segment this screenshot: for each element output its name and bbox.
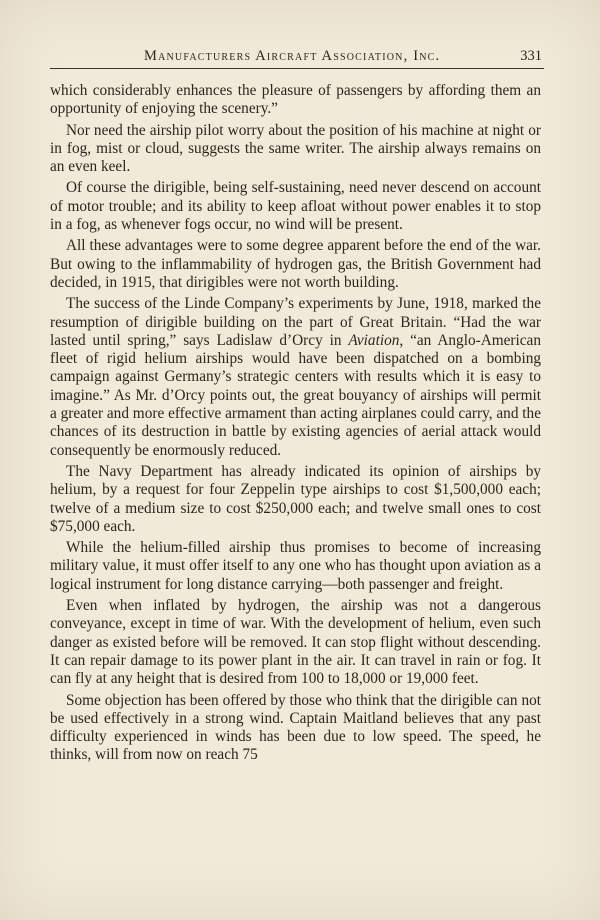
paragraph-6: The Navy Department has already indicated its opinion of airships by helium, by a request for four Zeppelin type airships to cost $1,500,000 each; twelve of a medium size to cost $250,000 each; and twelve small ones to cost $75,000 each.: [50, 462, 541, 535]
publication-title: Aviation: [348, 331, 400, 349]
paragraph-8: Even when inflated by hydrogen, the airship was not a dangerous conveyance, except in time of war. With the development of helium, even such danger as existed before will be removed. It can stop flight without descending. It can repair damage to its power plant in the air. It can travel in rain or fog. It can fly at any height that is desired from 100 to 18,000 or 19,000 feet.: [50, 597, 541, 688]
paragraph-5-end: , “an Anglo-American fleet of rigid helium airships would have been dispatched on a bombing campaign against Germany’s strategic centers with results which it is easy to imagine.” As Mr. d’Orcy points out, the great bouyancy of airships will permit a greater and more effective armament than acting airplanes could carry, and the chances of its destruction in battle by existing agencies of aerial attack would consequently be enormously reduced.: [50, 331, 542, 459]
paragraph-7: While the helium-filled airship thus promises to become of increasing military value, it must offer itself to any one who has thought upon aviation as a logical instrument for long distance carrying—both passenger and freight.: [50, 539, 541, 593]
paragraph-1: which considerably enhances the pleasure of passengers by affording them an opportunity of enjoying the scenery.”: [50, 82, 541, 118]
paragraph-2: Nor need the airship pilot worry about the position of his machine at night or in fog, mist or cloud, suggests the same writer. The airship always remains on an even keel.: [50, 121, 541, 176]
paragraph-5-start: The success of the Linde Company’s experiments by June, 1918, marked the resumption of dirigible building on the part of Great Britain. “Had the war lasted until spring,” says Ladislaw d’Orcy in: [50, 295, 541, 349]
body-text: [50, 82, 541, 768]
running-header: [50, 44, 544, 69]
running-title: Manufacturers Aircraft Association, Inc.: [144, 48, 441, 64]
paragraph-4: All these advantages were to some degree apparent before the end of the war. But owing to the inflammability of hydrogen gas, the British Government had decided, in 1915, that dirigibles were not worth building.: [50, 237, 541, 291]
paragraph-9: Some objection has been offered by those who think that the dirigible can not be used effectively in a strong wind. Captain Maitland believes that any past difficulty experienced in winds has been due to low speed. The speed, he thinks, will from now on reach 75: [50, 691, 541, 764]
paragraph-3: Of course the dirigible, being self-sustaining, need never descend on account of motor trouble; and its ability to keep afloat without power enables it to stop in a fog, as whenever fogs occur, no wind will be present.: [50, 179, 541, 234]
page-number: 331: [520, 48, 542, 64]
paragraph-5: [50, 295, 541, 460]
